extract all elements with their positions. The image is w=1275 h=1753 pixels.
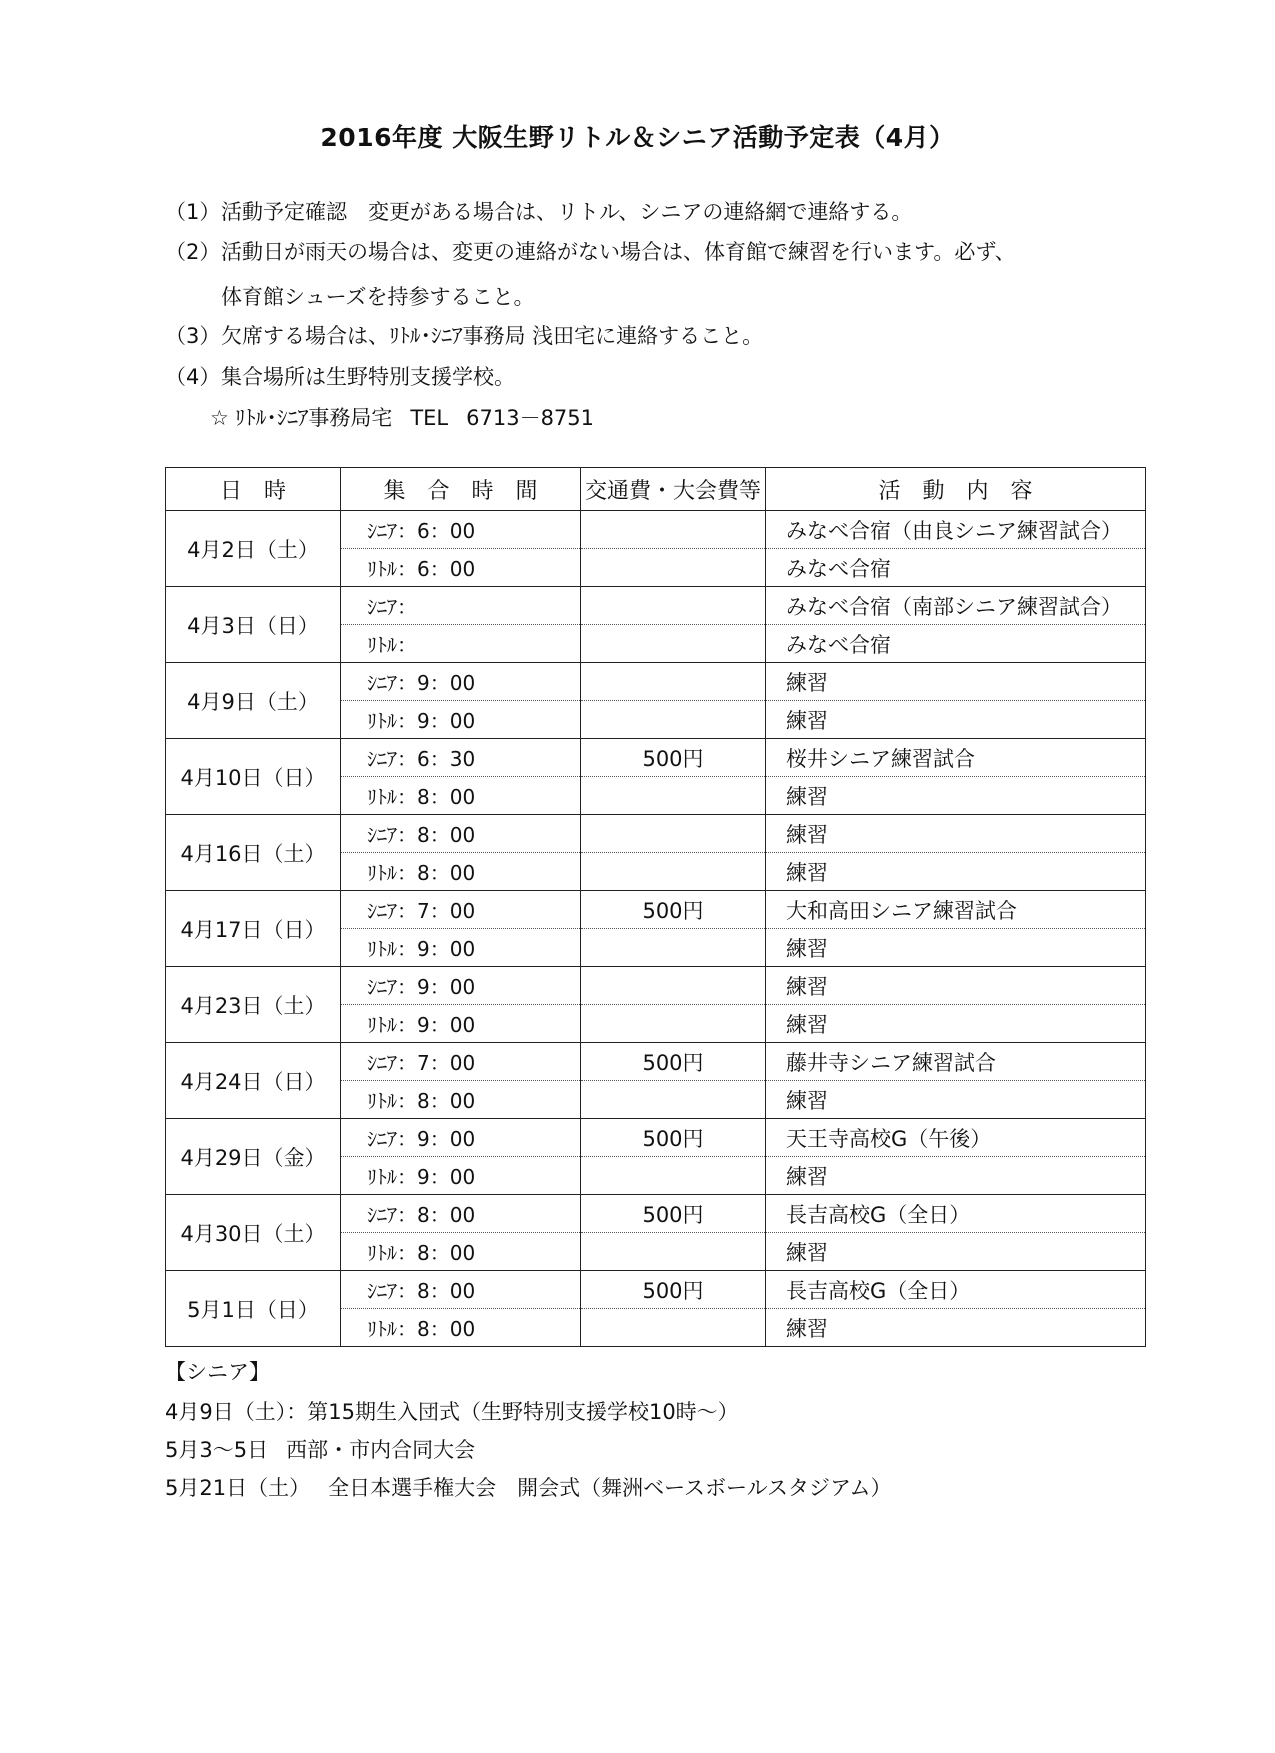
little-fee-cell [581,1005,766,1043]
little-activity-cell: 練習 [766,701,1146,739]
note-number: （3） [165,324,221,348]
senior-fee-cell [581,663,766,701]
contact-line [210,402,594,432]
senior-fee-cell: 500円 [581,1195,766,1233]
header-date: 日 時 [166,468,341,511]
senior-activity-cell: 長吉高校G（全日） [766,1195,1146,1233]
little-activity-cell: 練習 [766,1157,1146,1195]
senior-activity-cell: 天王寺高校G（午後） [766,1119,1146,1157]
star-icon: ☆ [210,406,229,430]
little-time-cell: ﾘﾄﾙ：8：00 [341,1233,581,1271]
little-time-cell: ﾘﾄﾙ：9：00 [341,1005,581,1043]
senior-event [165,1434,475,1464]
note-text: 体育館シューズを持参すること。 [221,285,535,309]
senior-activity-cell: 練習 [766,815,1146,853]
little-time-cell: ﾘﾄﾙ：8：00 [341,777,581,815]
date-cell: 4月16日（土） [166,815,341,891]
event-date: 4月9日（土） [165,1400,287,1424]
little-time-cell: ﾘﾄﾙ：9：00 [341,701,581,739]
senior-time-cell: ｼﾆｱ：6：30 [341,739,581,777]
note-4 [165,361,515,391]
note-text: 欠席する場合は、ﾘﾄﾙ･ｼﾆｱ事務局 浅田宅に連絡すること。 [221,324,764,348]
note-3 [165,320,763,350]
note-text: 活動予定確認 変更がある場合は、リトル、シニアの連絡網で連絡する。 [221,200,913,224]
senior-event [165,1472,892,1502]
date-cell: 4月29日（金） [166,1119,341,1195]
senior-time-cell: ｼﾆｱ：6：00 [341,511,581,549]
senior-activity-cell: 練習 [766,663,1146,701]
little-activity-cell: 練習 [766,853,1146,891]
table-row [166,663,1146,701]
senior-fee-cell [581,815,766,853]
senior-fee-cell [581,967,766,1005]
senior-time-cell: ｼﾆｱ：8：00 [341,815,581,853]
note-number: （4） [165,365,221,389]
header-fees: 交通費・大会費等 [581,468,766,511]
note-2-continued [221,281,535,311]
table-row [166,815,1146,853]
little-fee-cell [581,1081,766,1119]
date-cell: 4月24日（日） [166,1043,341,1119]
senior-time-cell: ｼﾆｱ： [341,587,581,625]
little-activity-cell: みなべ合宿 [766,625,1146,663]
little-activity-cell: 練習 [766,1233,1146,1271]
header-activity: 活 動 内 容 [766,468,1146,511]
little-activity-cell: みなべ合宿 [766,549,1146,587]
date-cell: 5月1日（日） [166,1271,341,1347]
date-cell: 4月17日（日） [166,891,341,967]
senior-time-cell: ｼﾆｱ：8：00 [341,1271,581,1309]
little-activity-cell: 練習 [766,777,1146,815]
senior-time-cell: ｼﾆｱ：8：00 [341,1195,581,1233]
table-row [166,511,1146,549]
table-row [166,891,1146,929]
senior-fee-cell [581,511,766,549]
note-text: 活動日が雨天の場合は、変更の連絡がない場合は、体育館で練習を行います。必ず、 [221,240,1016,264]
senior-activity-cell: 長吉高校G（全日） [766,1271,1146,1309]
note-1 [165,196,912,226]
table-row [166,1119,1146,1157]
date-cell: 4月30日（土） [166,1195,341,1271]
senior-time-cell: ｼﾆｱ：9：00 [341,663,581,701]
little-activity-cell: 練習 [766,929,1146,967]
table-header-row [166,468,1146,511]
event-text: 全日本選手権大会 開会式（舞洲ベースボールスタジアム） [328,1476,892,1500]
senior-time-cell: ｼﾆｱ：9：00 [341,1119,581,1157]
table-row [166,967,1146,1005]
note-text: 集合場所は生野特別支援学校。 [221,365,515,389]
little-time-cell: ﾘﾄﾙ：9：00 [341,1157,581,1195]
little-fee-cell [581,701,766,739]
little-fee-cell [581,625,766,663]
note-2 [165,236,1016,266]
little-fee-cell [581,549,766,587]
event-text: 西部・市内合同大会 [286,1438,476,1462]
little-time-cell: ﾘﾄﾙ：8：00 [341,1309,581,1347]
table-row [166,1195,1146,1233]
event-date: 5月3～5日 [165,1438,269,1462]
little-fee-cell [581,777,766,815]
senior-time-cell: ｼﾆｱ：7：00 [341,891,581,929]
note-number: （1） [165,200,221,224]
document-title: 2016年度 大阪生野リトル＆シニア活動予定表（4月） [320,123,955,152]
date-cell: 4月2日（土） [166,511,341,587]
little-activity-cell: 練習 [766,1081,1146,1119]
table-row [166,1043,1146,1081]
schedule-table [165,467,1146,1347]
contact-office: ﾘﾄﾙ･ｼﾆｱ事務局宅 [234,406,393,430]
little-time-cell: ﾘﾄﾙ：8：00 [341,1081,581,1119]
senior-fee-cell: 500円 [581,1119,766,1157]
little-time-cell: ﾘﾄﾙ：6：00 [341,549,581,587]
date-cell: 4月9日（土） [166,663,341,739]
date-cell: 4月3日（日） [166,587,341,663]
senior-fee-cell: 500円 [581,1271,766,1309]
little-activity-cell: 練習 [766,1309,1146,1347]
senior-fee-cell: 500円 [581,739,766,777]
note-number: （2） [165,240,221,264]
tel-number: 6713－8751 [466,406,595,430]
senior-fee-cell: 500円 [581,891,766,929]
little-fee-cell [581,1309,766,1347]
little-fee-cell [581,929,766,967]
senior-activity-cell: みなべ合宿（南部シニア練習試合） [766,587,1146,625]
little-fee-cell [581,1233,766,1271]
header-meeting-time: 集 合 時 間 [341,468,581,511]
senior-time-cell: ｼﾆｱ：9：00 [341,967,581,1005]
senior-fee-cell [581,587,766,625]
little-activity-cell: 練習 [766,1005,1146,1043]
little-fee-cell [581,853,766,891]
event-date: 5月21日（土） [165,1476,311,1500]
senior-activity-cell: 桜井シニア練習試合 [766,739,1146,777]
little-time-cell: ﾘﾄﾙ： [341,625,581,663]
table-row [166,587,1146,625]
event-text: 第15期生入団式（生野特別支援学校10時～） [307,1400,739,1424]
senior-time-cell: ｼﾆｱ：7：00 [341,1043,581,1081]
little-fee-cell [581,1157,766,1195]
event-separator: ： [286,1400,308,1424]
senior-fee-cell: 500円 [581,1043,766,1081]
table-row [166,1271,1146,1309]
date-cell: 4月10日（日） [166,739,341,815]
senior-heading: 【シニア】 [165,1360,270,1384]
senior-activity-cell: みなべ合宿（由良シニア練習試合） [766,511,1146,549]
senior-activity-cell: 練習 [766,967,1146,1005]
senior-activity-cell: 藤井寺シニア練習試合 [766,1043,1146,1081]
little-time-cell: ﾘﾄﾙ：8：00 [341,853,581,891]
tel-label: TEL [410,406,449,430]
table-row [166,739,1146,777]
little-time-cell: ﾘﾄﾙ：9：00 [341,929,581,967]
date-cell: 4月23日（土） [166,967,341,1043]
senior-event [165,1396,739,1426]
senior-activity-cell: 大和高田シニア練習試合 [766,891,1146,929]
